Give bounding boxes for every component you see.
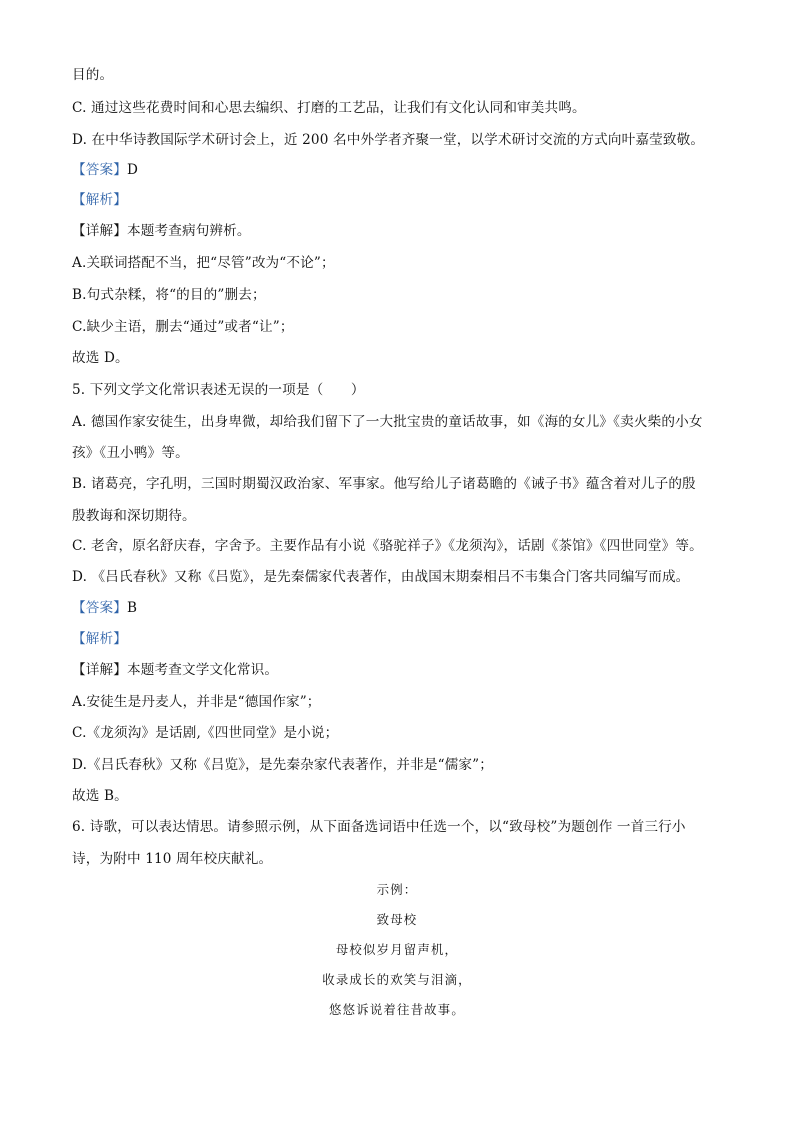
analysis-label: 【解析】 (72, 631, 127, 647)
answer-line (72, 161, 138, 179)
poem-line: 收录成长的欢笑与泪滴， (322, 972, 472, 987)
answer-value: B (126, 600, 138, 616)
poem-line: 悠悠诉说着往昔故事。 (329, 1002, 465, 1017)
detail-line: 【详解】本题考查病句辨析。 (72, 223, 251, 239)
option-c: C. 老舍，原名舒庆春，字舍予。主要作品有小说《骆驼祥子》《龙须沟》，话剧《茶馆》《四世同堂》等。 (72, 538, 703, 554)
question-5: 5. 下列文学文化常识表述无误的一项是（ ） (72, 382, 365, 398)
option-d: D. 《吕氏春秋》又称《吕览》，是先秦儒家代表著作，由战国末期秦相吕不韦集合门客共同编写而成。 (72, 569, 690, 585)
answer-line (72, 599, 137, 617)
option-b-cont: 殷教诲和深切期待。 (72, 508, 196, 524)
text-line: 故选 B。 (72, 788, 128, 804)
text-line: D.《吕氏春秋》又称《吕览》，是先秦杂家代表著作，并非是“儒家”； (72, 757, 494, 773)
detail-line: 【详解】本题考查文学文化常识。 (72, 662, 279, 678)
question-6-cont: 诗，为附中 110 周年校庆献礼。 (72, 851, 273, 867)
answer-label: 【答案】 (72, 162, 127, 178)
option-b: B. 诸葛亮，字孔明，三国时期蜀汉政治家、军事家。他写给儿子诸葛瞻的《诫子书》蕴含着对儿子的殷 (72, 476, 696, 492)
option-a-cont: 孩》《丑小鸭》等。 (72, 445, 189, 461)
text-line: A.安徒生是丹麦人，并非是“德国作家”； (72, 694, 321, 710)
text-line: 目的。 (72, 67, 114, 83)
question-6: 6. 诗歌，可以表达情思。请参照示例，从下面备选词语中任选一个，以“致母校”为题创作 一首三行小 (72, 819, 686, 835)
text-line: B.句式杂糅，将“的目的”删去； (72, 287, 266, 303)
poem-line: 母校似岁月留声机， (335, 942, 459, 957)
text-line: 故选 D。 (72, 350, 129, 366)
option-d: D. 在中华诗教国际学术研讨会上，近 200 名中外学者齐聚一堂，以学术研讨交流的方式向叶嘉莹致敬。 (72, 132, 705, 148)
answer-value: D (126, 162, 139, 178)
text-line: C.《龙须沟》是话剧,《四世同堂》是小说； (72, 725, 339, 741)
option-a: A. 德国作家安徒生，出身卑微，却给我们留下了一大批宝贵的童话故事，如《海的女儿》《卖火柴的小女 (72, 414, 703, 430)
poem-title: 致母校 (376, 912, 418, 927)
text-line: C.缺少主语，删去“通过”或者“让”； (72, 319, 294, 335)
poem-example-label: 示例： (376, 882, 418, 897)
text-line: A.关联词搭配不当，把“尽管”改为“不论”； (72, 255, 335, 271)
analysis-label: 【解析】 (72, 192, 127, 208)
option-c: C. 通过这些花费时间和心思去编织、打磨的工艺品，让我们有文化认同和审美共鸣。 (72, 100, 586, 116)
answer-label: 【答案】 (72, 600, 127, 616)
